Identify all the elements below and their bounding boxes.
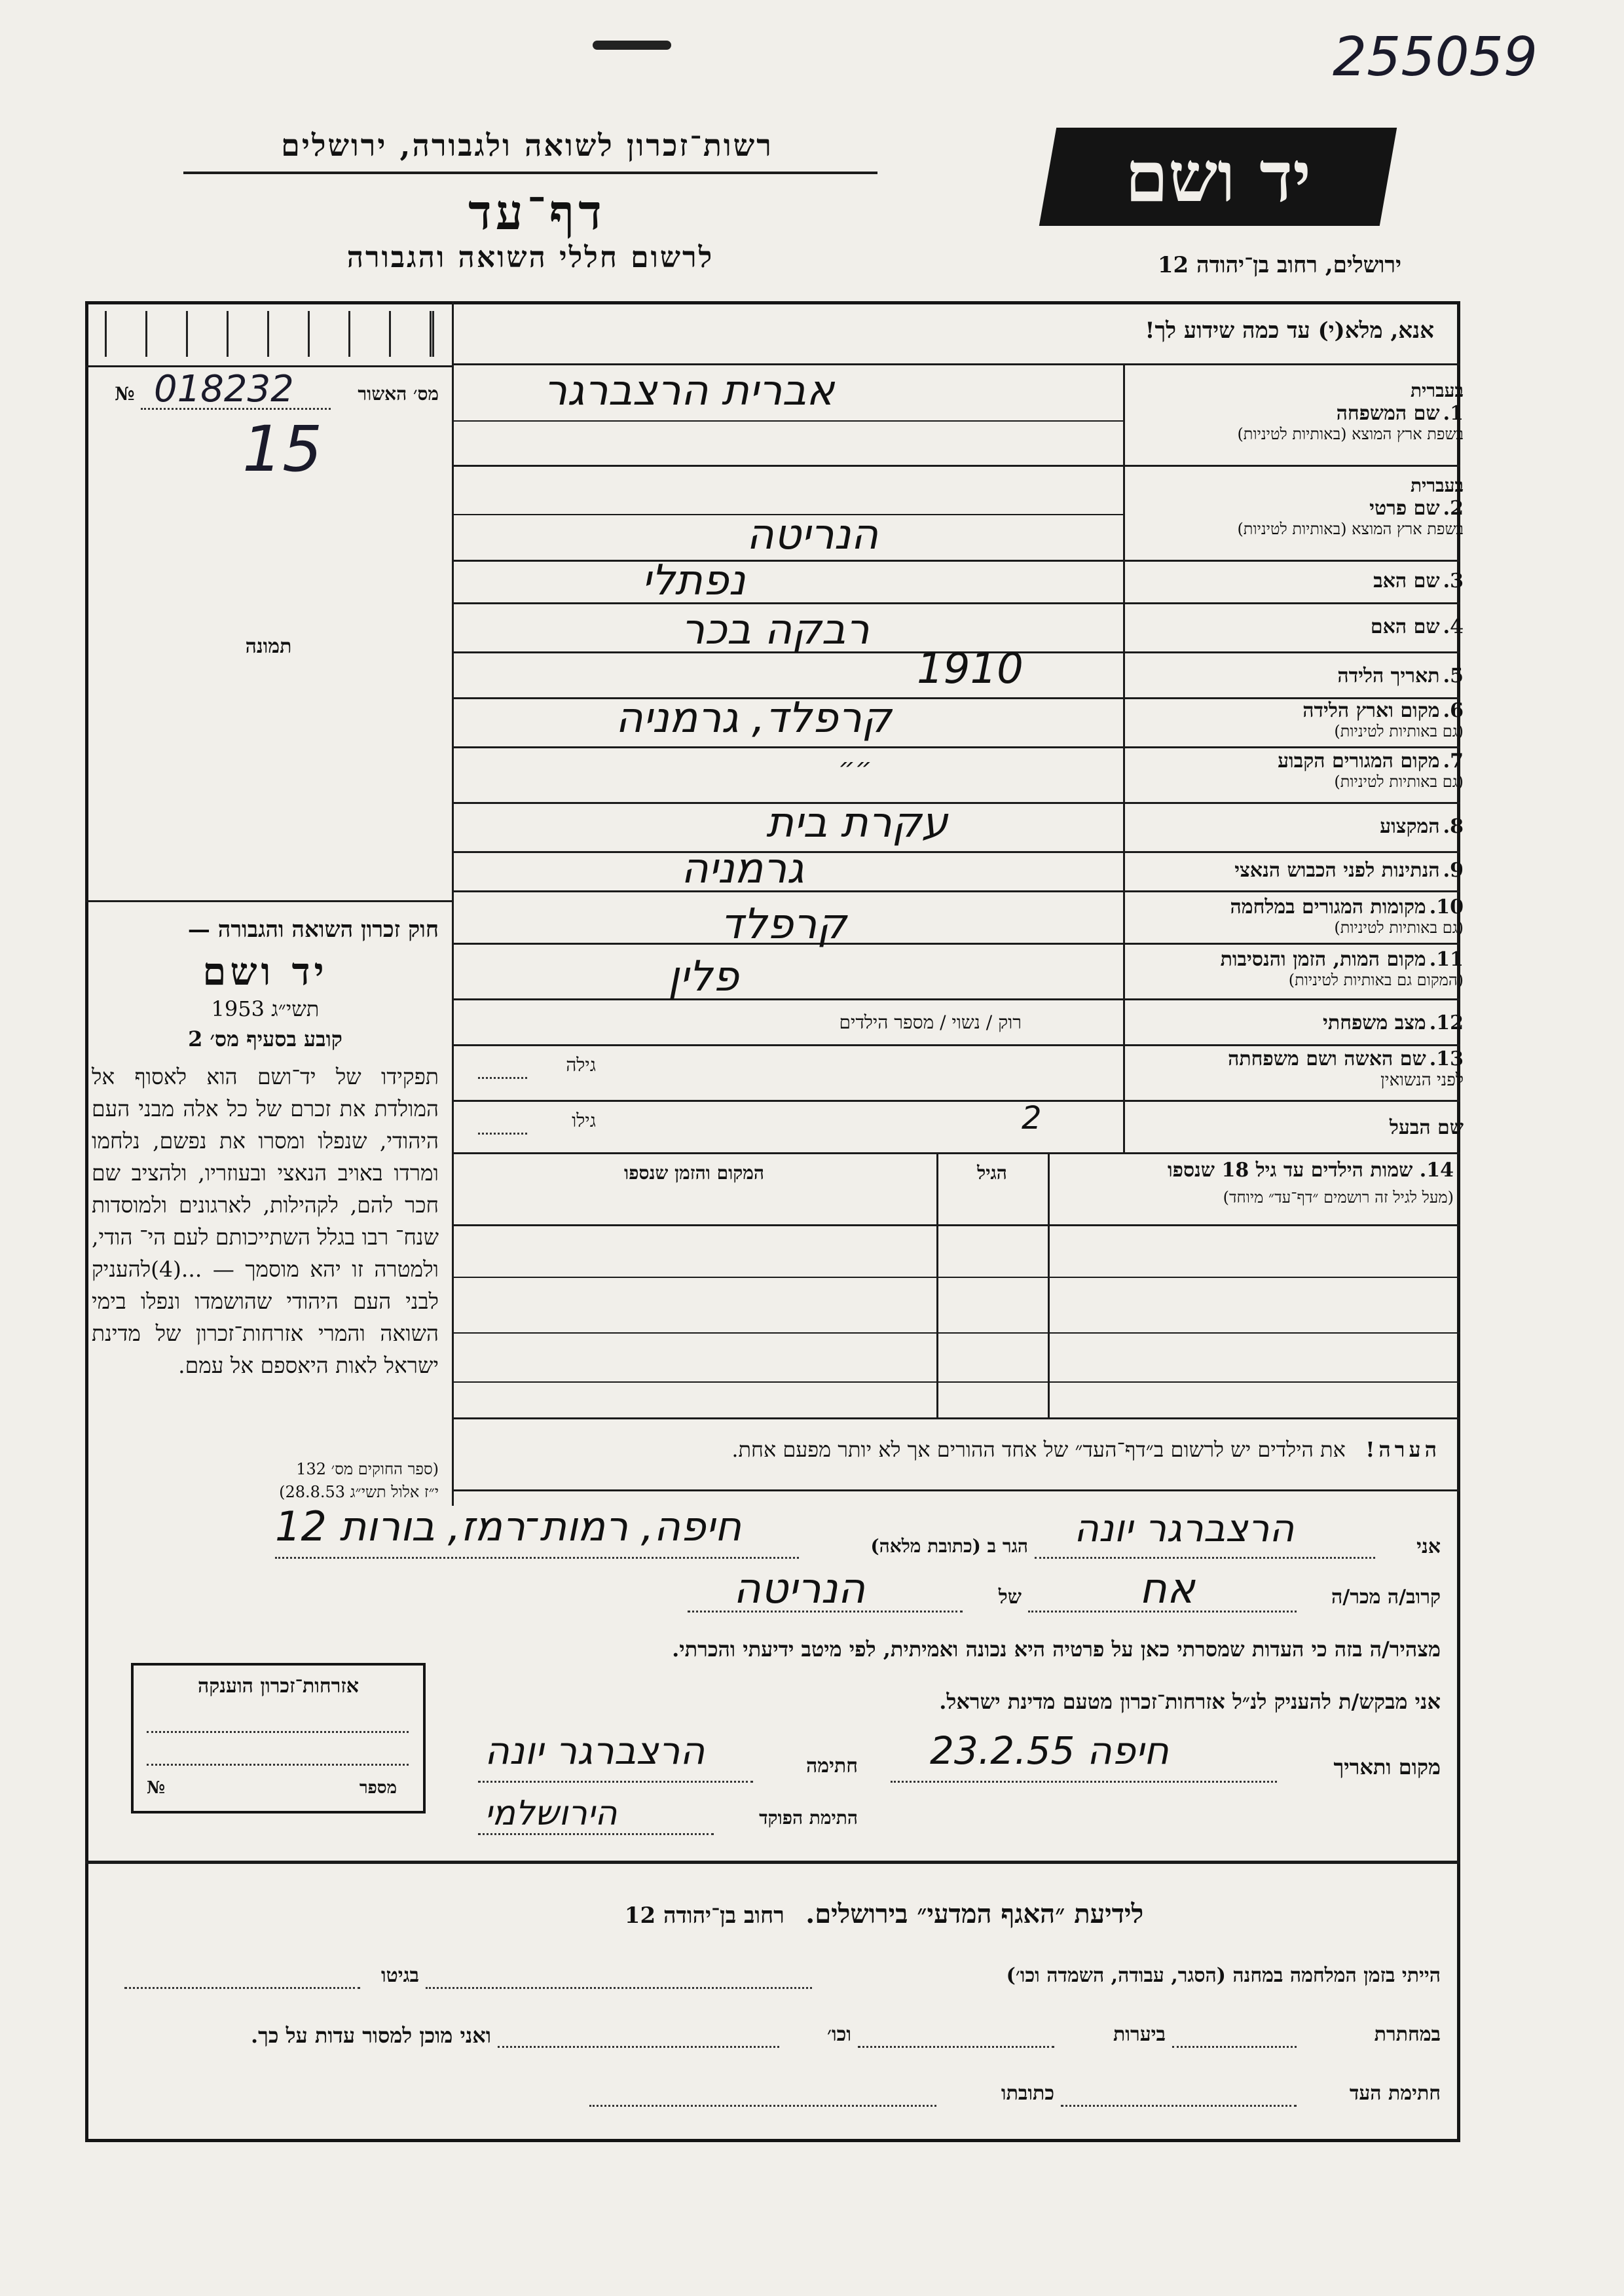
field-2-sub: בשפת ארץ המוצא (באותיות לטיניות) [1237,520,1464,538]
field-3-num: 3. [1443,570,1464,592]
husband-label-text: שם הבעל [1389,1116,1464,1139]
law-text: תפקידו של יד־ושם הוא לאסוף אל המולדת את זכרם של כל אלה מבני העם היהודי, שנפלו ומסרו את נפשם, נלחמו ומרדו באויב הנאצי ובעוזריו, ולהציב שם חכר להם, לקהילות, לארגונים ולמוסדות שנח־ רבו בגלל השתייכותם לעם הי־ הודי, ולמטרה זו יהא מוסמך — ...(4)להעניק לבני העם היהודי שהושמדו ונפלו בימי השואה והמרי אזרחות־זכרון של מדינת ישראל לאות היאספם אל עמם. [92,1064,439,1378]
citizenship-box [131,1663,426,1813]
header-address: ירושלים, רחוב בן־יהודה 12 [1157,252,1401,278]
approval-number: 018232 [154,368,294,410]
photo-label: תמונה [245,635,292,658]
approval-mark: 15 [242,412,323,486]
citizenship-number-label: מספר [359,1778,397,1798]
officer-label: התימת הפוקד [759,1807,858,1829]
relation-value[interactable]: אח [1139,1565,1195,1613]
field-1-sub: בשפת ארץ המוצא (באותיות לטיניות) [1237,425,1464,443]
field-10-num: 10. [1429,896,1464,919]
marital-options: רוק / נשוי / מספר הילדים [839,1011,1022,1033]
yad-vashem-logo [1039,128,1397,226]
relative-label: קרוב/ה מכר/ה [1331,1586,1441,1609]
request-text: אני מבקש/ת להעניק לנ״ל אזרחות־זכרון מטעם מדינת ישראל. [939,1689,1441,1714]
field-3-label: שם האב [1373,570,1440,592]
law-name: יד ושם [202,949,328,994]
field-4-label: שם האם [1370,615,1440,638]
field-8 [1130,815,1464,838]
children-sub: (מעל לגיל זה רושמים ״דף־עד״ מיוחד) [1223,1188,1454,1207]
field-9 [1130,859,1464,882]
approval-no-prefix: № [115,383,135,405]
field-1 [1130,380,1464,444]
field-9-num: 9. [1443,859,1464,882]
field-13-num: 13. [1429,1048,1464,1070]
field-5 [1130,665,1464,687]
citizenship-no-prefix: № [147,1778,166,1798]
note [471,1437,1441,1462]
law-source-date: י״ז אלול תשי״ג 28.8.53) [279,1483,439,1501]
footer-line1-a: הייתי בזמן המלחמה במחנה (הסגר, עבודה, השמדה וכו׳) [1006,1964,1441,1987]
field-2 [1130,475,1464,539]
instruction: אנא, מלא(י) עד כמה שידוע לך! [1145,318,1434,344]
footer-line3-b: כתובתו [1001,2082,1054,2105]
field-7-value[interactable]: ״״ [838,753,872,783]
field-13-sub: לפני הנשואין [1380,1070,1464,1090]
field-6 [1130,699,1464,741]
field-10-value[interactable]: קרפלד [720,900,847,949]
footer-line2-a: במחתרת [1374,2023,1441,2046]
field-4-num: 4. [1443,615,1464,638]
law-clause: קובע בסעיף מס׳ 2 [188,1027,342,1051]
footer-line2-c: וכו׳ [827,2023,851,2046]
field-11-value[interactable]: פלין [668,953,739,1001]
field-9-label: הנתינות לפני הכבוש הנאצי [1234,859,1440,882]
field-5-num: 5. [1443,665,1464,687]
field-11 [1130,948,1464,990]
law-year: תשי״ג 1953 [211,996,320,1021]
field-5-value[interactable]: 1910 [917,645,1024,693]
field-12 [1130,1011,1464,1034]
field-11-num: 11. [1429,948,1464,971]
field-7-sub: (גם באותיות לטיניות) [1334,773,1464,791]
authority-title: רשות־זכרון לשואה ולגבורה, ירושלים [281,128,773,163]
field-11-label: מקום המות, הזמן והנסיבות [1220,948,1426,971]
field-6-num: 6. [1443,699,1464,722]
children-label: 14. שמות הילדים עד גיל 18 שנספו [1167,1159,1454,1182]
place-date-label: מקום ותאריך [1333,1755,1441,1779]
footer-line2-b: ביערות [1113,2023,1166,2046]
field-10-label: מקומות המגורים במלחמה [1230,896,1426,919]
field-6-label: מקום וארץ הלידה [1302,699,1440,722]
field-2-hebrew-tag: בעברית [1410,475,1464,496]
approval-label: מס׳ האשור [358,383,439,405]
law-title: חוק זכרון השואה והגבורה — [187,917,439,943]
field-3-value[interactable]: נפתלי [642,556,746,605]
signature-label: חתימה [806,1755,858,1777]
field-2-num: 2. [1443,497,1464,520]
punch-mark [593,41,671,50]
field-12-num: 12. [1429,1011,1464,1034]
husband-label [1130,1116,1464,1139]
signature-value[interactable]: הרצברגר יונה [485,1728,705,1773]
punch-boxes [105,311,434,357]
footer-title-text: לידיעת ״האגף המדעי״ בירושלים. [805,1899,1144,1929]
footer-line3-a: חתימת העד [1349,2082,1441,2105]
field-1-value[interactable]: אברית הרצברגר [544,367,835,415]
field-3 [1130,570,1464,592]
note-text: את הילדים יש לרשום ב״דף־העד״ של אחד ההורים אך לא יותר מפעם אחת. [731,1437,1346,1462]
of-label: של [998,1586,1022,1609]
field-2-value[interactable]: הנריטה [747,511,879,559]
footer-address: רחוב בן־יהודה 12 [624,1903,784,1929]
note-label: הערה! [1365,1437,1441,1462]
field-8-label: המקצוע [1380,815,1440,838]
field-13-label: שם האשה ושם משפחתה [1228,1048,1426,1070]
children-col-age: הגיל [977,1162,1007,1184]
place-date-value[interactable]: חיפה 23.2.55 [930,1728,1169,1773]
declarant-ani: אני [1416,1535,1441,1558]
declarant-resides: הגר ב (כתובת מלאה) [870,1535,1028,1557]
field-10-sub: (גם באותיות לטיניות) [1334,919,1464,937]
citizenship-title: אזרחות־זכרון הוענקה [197,1675,360,1698]
footer-line1-b: בגיטו [380,1964,419,1987]
children-col-place: המקום והזמן שנספו [624,1162,764,1184]
age-label-m: גילו [572,1110,596,1131]
form-subtitle: לרשום חללי השואה והגבורה [346,241,714,274]
age-label-f: גילה [566,1054,596,1076]
footer-line2-d: ואני מוכן למסור עדות על כך. [250,2023,491,2048]
field-1-label: שם המשפחה [1336,402,1440,425]
field-4-value[interactable]: רבקה בכר [681,606,870,654]
field-6-sub: (גם באותיות לטיניות) [1334,722,1464,740]
field-4 [1130,615,1464,638]
logo-text: יד ושם [1125,136,1311,217]
law-source: (ספר החוקים מס׳ 132 [296,1460,439,1478]
archive-number: 255059 [1333,26,1538,88]
husband-value[interactable]: 2 [1022,1100,1042,1137]
field-8-num: 8. [1443,815,1464,838]
field-11-sub: (המקום גם באותיות לטיניות) [1288,971,1464,989]
field-9-value[interactable]: גרמניה [681,845,804,893]
field-5-label: תאריך הלידה [1337,665,1440,687]
footer-title [458,1899,1310,1929]
field-6-value[interactable]: קרפלד, גרמניה [616,694,892,742]
of-value[interactable]: הנריטה [733,1565,866,1613]
field-13 [1130,1048,1464,1090]
field-2-label: שם פרטי [1369,497,1440,520]
declarant-address[interactable]: חיפה, רמות־רמז, בורות 12 [275,1503,742,1550]
field-1-hebrew-tag: בעברית [1410,380,1464,401]
field-7 [1130,750,1464,792]
field-7-num: 7. [1443,750,1464,773]
form-title: דף־עד [468,185,606,241]
field-1-num: 1. [1443,402,1464,425]
declaration-text: מצהיר/ה בזה כי העדות שמסרתי כאן על פרטיה היא נכונה ואמיתית, לפי מיטב ידיעתי והכרתי. [672,1637,1441,1662]
declarant-name[interactable]: הרצברגר יונה [1074,1506,1295,1550]
field-10 [1130,896,1464,938]
field-8-value[interactable]: עקרת בית [766,799,948,847]
officer-value[interactable]: הירושלמי [485,1794,618,1833]
field-12-label: מצב משפחתי [1323,1011,1426,1034]
field-7-label: מקום המגורים הקבוע [1278,750,1440,773]
